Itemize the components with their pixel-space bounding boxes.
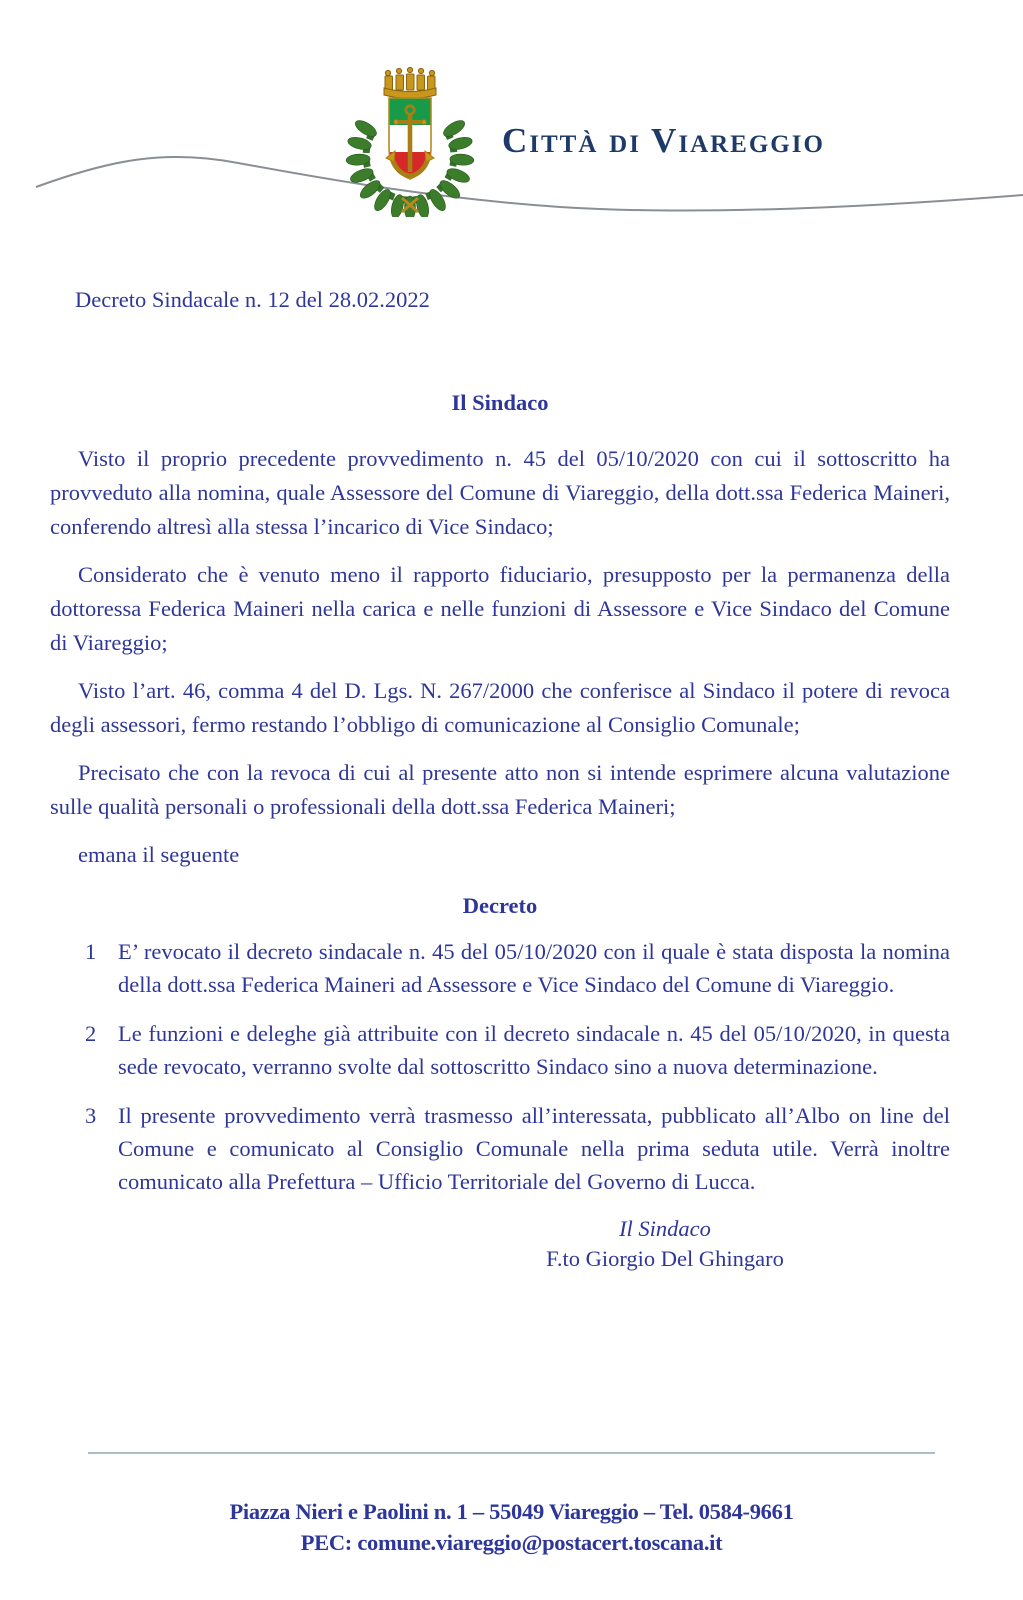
paragraph-emana: emana il seguente xyxy=(78,842,240,867)
list-item xyxy=(50,1099,950,1198)
section-heading-il-sindaco: Il Sindaco xyxy=(451,390,549,415)
footer-address: Piazza Nieri e Paolini n. 1 – 55049 Viareggio – Tel. 0584-9661 xyxy=(229,1499,794,1524)
city-name-title: Città di Viareggio xyxy=(502,121,825,160)
city-crest-logo xyxy=(345,42,475,217)
decree-items-list xyxy=(50,935,950,1198)
list-item-text: Il presente provvedimento verrà trasmesso all’interessata, pubblicato all’Albo on line del Comune e comunicato al Consiglio Comunale nella prima seduta utile. Verrà inoltre comunicato alla Prefettura – Ufficio Territoriale del Governo di Lucca. xyxy=(118,1103,950,1194)
signature-role: Il Sindaco xyxy=(619,1216,711,1241)
paragraph-visto-provvedimento: Visto il proprio precedente provvedimento n. 45 del 05/10/2020 con cui il sottoscritto ha provveduto alla nomina, quale Assessore del Comune di Viareggio, della dott.ssa Federica Maineri, conferendo altresì alla stessa l’incarico di Vice Sindaco; xyxy=(50,446,950,539)
decree-body xyxy=(50,232,950,1274)
list-item-number: 1 xyxy=(85,939,97,964)
signature-block xyxy=(500,1214,830,1274)
paragraph-visto-art46: Visto l’art. 46, comma 4 del D. Lgs. N. 267/2000 che conferisce al Sindaco il potere di revoca degli assessori, fermo restando l’obbligo di comunicazione al Consiglio Comunale; xyxy=(50,678,950,737)
letterhead xyxy=(0,0,1023,232)
list-item-text: Le funzioni e deleghe già attribuite con il decreto sindacale n. 45 del 05/10/2020, in questa sede revocato, verranno svolte dal sottoscritto Sindaco sino a nuova determinazione. xyxy=(118,1021,950,1079)
list-item-number: 2 xyxy=(85,1021,97,1046)
section-heading-decreto: Decreto xyxy=(462,893,538,918)
decorative-swoosh-line xyxy=(0,0,1023,232)
list-item-number: 3 xyxy=(85,1103,97,1128)
paragraph-considerato: Considerato che è venuto meno il rapporto fiduciario, presupposto per la permanenza della dottoressa Federica Maineri nella carica e nelle funzioni di Assessore e Vice Sindaco del Comune di Viareggio; xyxy=(50,562,950,655)
paragraph-precisato: Precisato che con la revoca di cui al presente atto non si intende esprimere alcuna valutazione sulle qualità personali o professionali della dott.ssa Federica Maineri; xyxy=(50,760,950,819)
list-item xyxy=(50,935,950,1001)
mural-crown-icon xyxy=(384,67,436,98)
footer xyxy=(0,1496,1023,1558)
list-item-text: E’ revocato il decreto sindacale n. 45 del 05/10/2020 con il quale è stata disposta la nomina della dott.ssa Federica Maineri ad Assessore e Vice Sindaco del Comune di Viareggio. xyxy=(118,939,950,997)
list-item xyxy=(50,1017,950,1083)
decree-reference: Decreto Sindacale n. 12 del 28.02.2022 xyxy=(75,287,430,312)
footer-pec: PEC: comune.viareggio@postacert.toscana.it xyxy=(300,1530,723,1555)
footer-divider xyxy=(88,1452,935,1454)
signature-name: F.to Giorgio Del Ghingaro xyxy=(546,1246,784,1271)
